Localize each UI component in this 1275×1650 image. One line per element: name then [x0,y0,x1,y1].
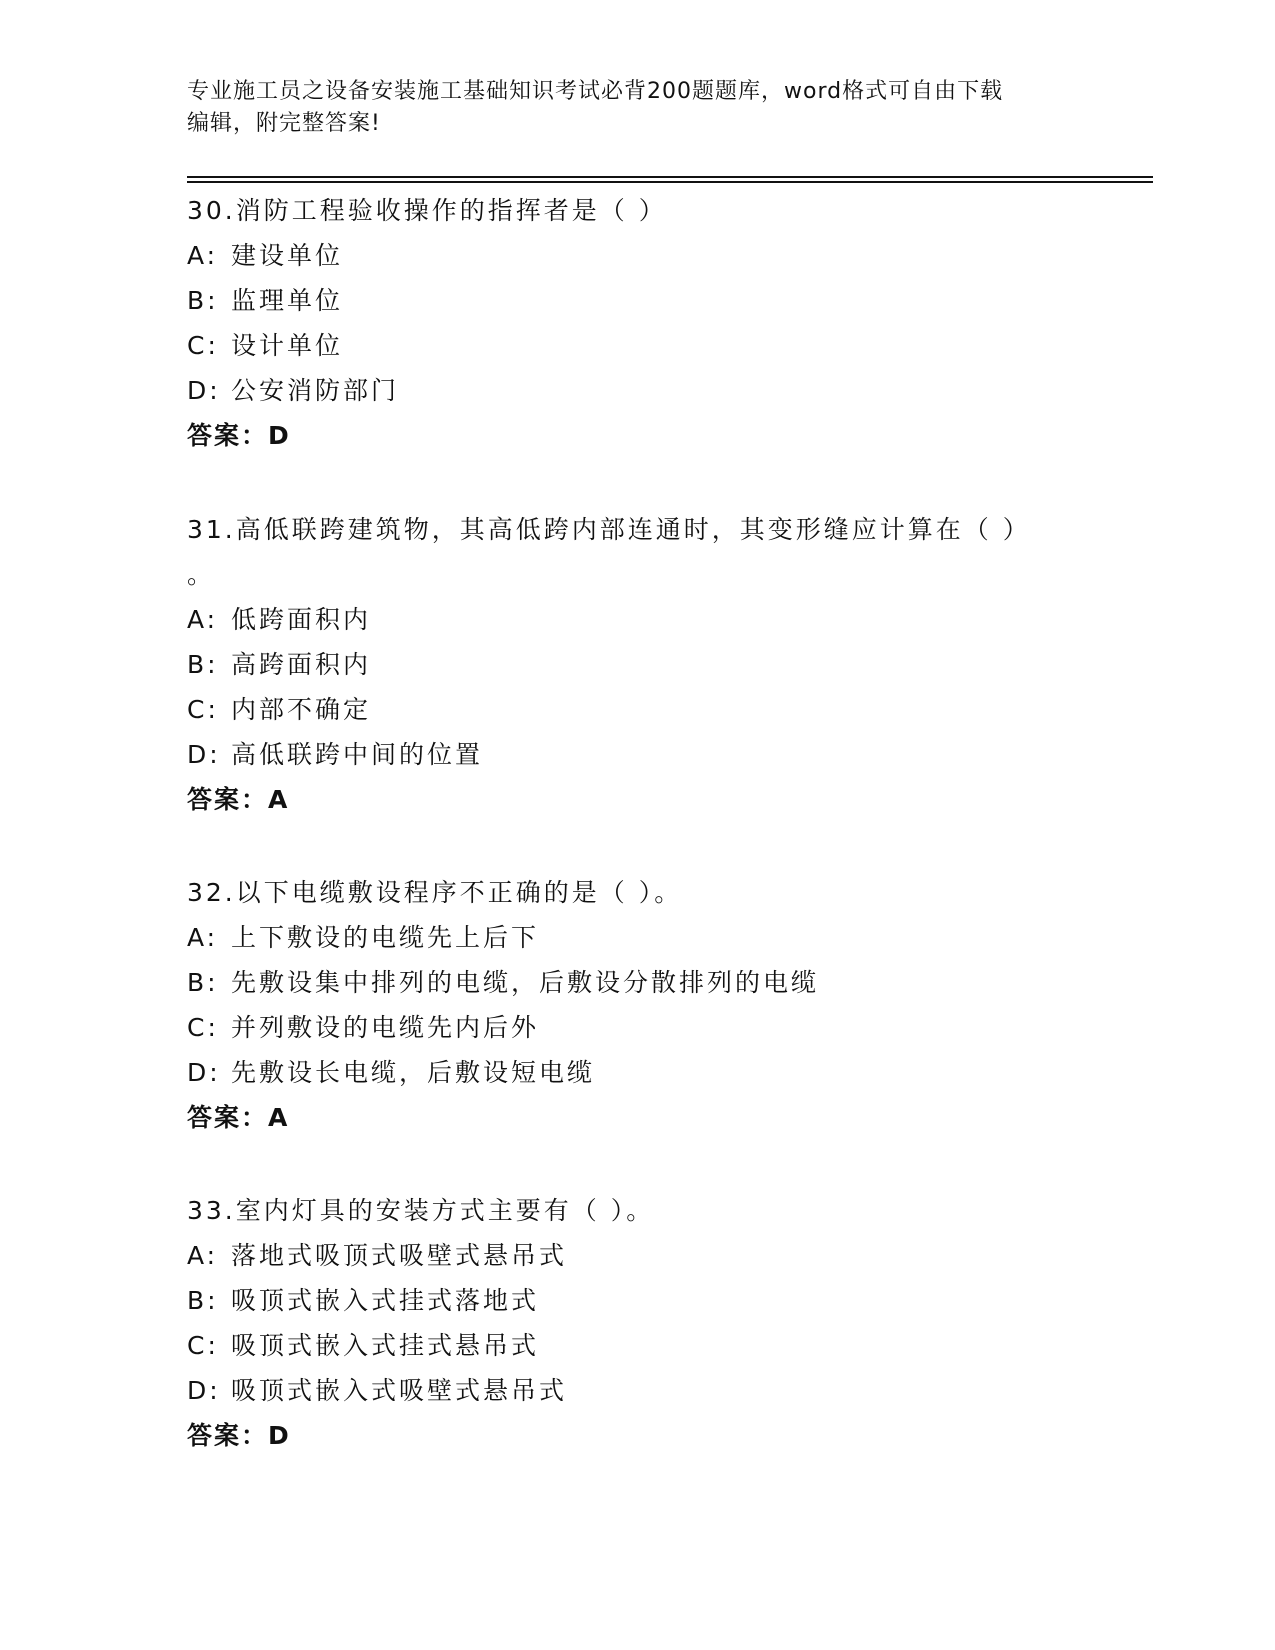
option-letter: D: [187,1376,221,1405]
option-letter: C: [187,1331,219,1360]
option-text: 吸顶式嵌入式挂式悬吊式 [231,1331,540,1360]
option-b [187,278,1087,323]
option-text: 内部不确定 [231,695,372,724]
option-text: 高跨面积内 [231,650,372,679]
option-text: 并列敷设的电缆先内后外 [231,1013,540,1042]
option-letter: B: [187,968,219,997]
header-line-2: 编辑，附完整答案! [187,111,381,136]
question-stem: 32.以下电缆敷设程序不正确的是（ ）。 [187,878,683,907]
option-letter: C: [187,695,219,724]
option-c [187,687,1087,732]
answer: 答案：D [187,421,291,450]
option-d [187,1368,1087,1413]
option-a [187,915,1087,960]
answer: 答案：D [187,1421,291,1450]
option-d [187,1050,1087,1095]
option-letter: A: [187,241,219,270]
option-text: 建设单位 [231,241,344,270]
question-stem-continuation: 。 [187,560,216,589]
option-letter: A: [187,923,219,952]
answer: 答案：A [187,1103,290,1132]
option-text: 设计单位 [231,331,344,360]
option-a [187,1233,1087,1278]
option-b [187,642,1087,687]
option-letter: D: [187,1058,221,1087]
option-c [187,323,1087,368]
option-d [187,368,1087,413]
option-text: 上下敷设的电缆先上后下 [231,923,540,952]
question-33 [187,1188,1087,1458]
question-stem: 33.室内灯具的安装方式主要有（ ）。 [187,1196,655,1225]
question-stem: 31.高低联跨建筑物，其高低跨内部连通时，其变形缝应计算在（ ） [187,515,1031,544]
option-letter: B: [187,650,219,679]
option-text: 监理单位 [231,286,344,315]
option-a [187,233,1087,278]
option-b [187,960,1087,1005]
header-line-1: 专业施工员之设备安装施工基础知识考试必背200题题库，word格式可自由下载 [187,79,1004,104]
option-text: 低跨面积内 [231,605,372,634]
question-stem: 30.消防工程验收操作的指挥者是（ ） [187,196,667,225]
option-text: 先敷设长电缆，后敷设短电缆 [231,1058,596,1087]
option-b [187,1278,1087,1323]
question-31 [187,507,1087,822]
option-letter: B: [187,1286,219,1315]
option-letter: A: [187,605,219,634]
option-text: 公安消防部门 [231,376,400,405]
option-letter: D: [187,376,221,405]
option-text: 落地式吸顶式吸壁式悬吊式 [231,1241,568,1270]
option-letter: C: [187,331,219,360]
answer: 答案：A [187,785,290,814]
question-30 [187,188,1087,458]
option-letter: C: [187,1013,219,1042]
option-c [187,1323,1087,1368]
option-text: 先敷设集中排列的电缆，后敷设分散排列的电缆 [231,968,820,997]
option-text: 吸顶式嵌入式吸壁式悬吊式 [231,1376,568,1405]
option-a [187,597,1087,642]
header-rule-bottom [187,181,1153,183]
option-text: 高低联跨中间的位置 [231,740,484,769]
option-letter: D: [187,740,221,769]
question-32 [187,870,1087,1140]
option-letter: A: [187,1241,219,1270]
option-text: 吸顶式嵌入式挂式落地式 [231,1286,540,1315]
option-letter: B: [187,286,219,315]
header-rule-top [187,176,1153,178]
option-c [187,1005,1087,1050]
page-header [187,76,1087,140]
option-d [187,732,1087,777]
